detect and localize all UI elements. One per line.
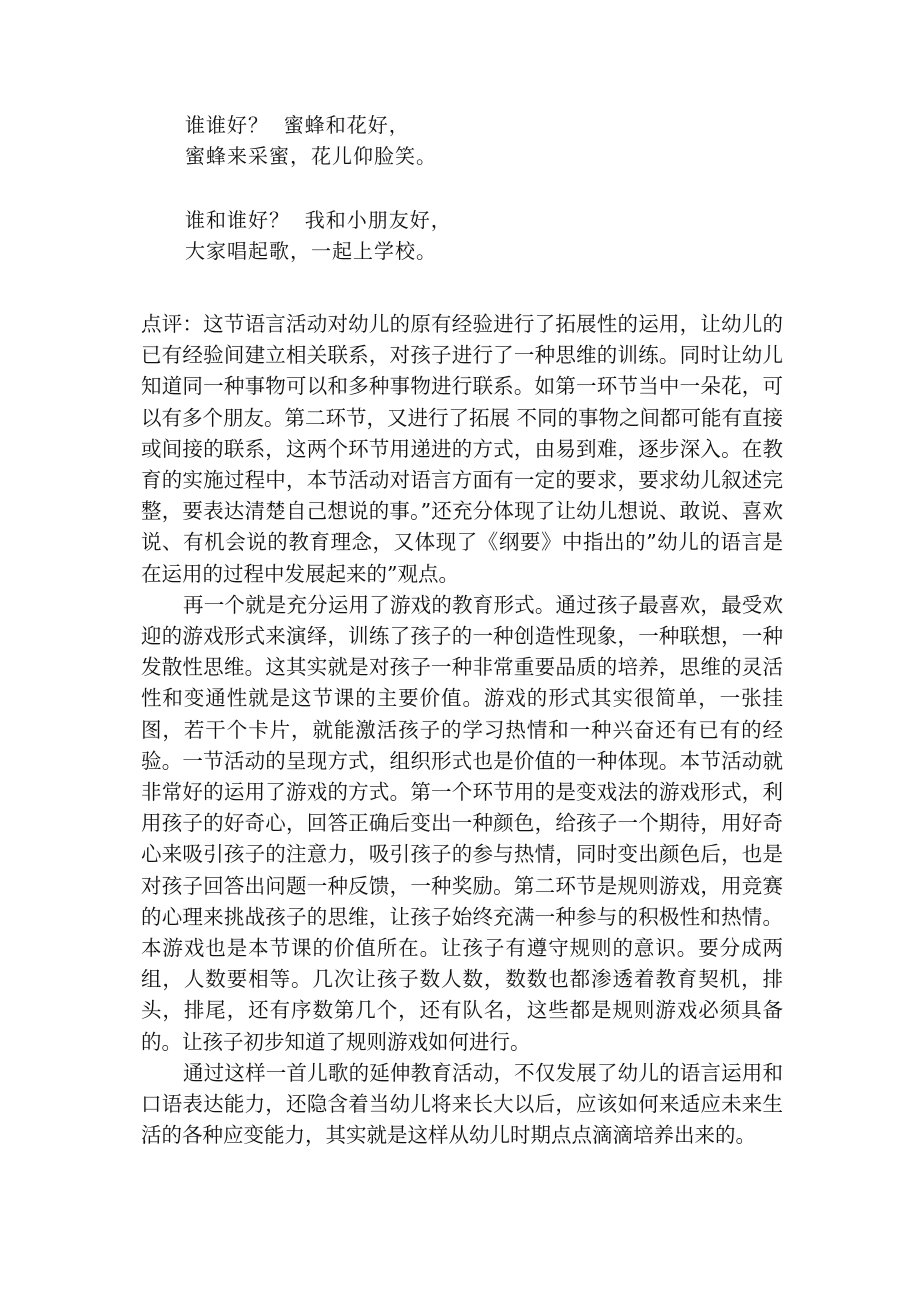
poem-line: 蜜蜂来采蜜，花儿仰脸笑。 bbox=[185, 144, 437, 168]
poem-line: 谁和谁好？ 我和小朋友好， bbox=[185, 208, 452, 232]
poem-line: 大家唱起歌，一起上学校。 bbox=[185, 239, 437, 263]
commentary-section bbox=[141, 309, 783, 1151]
poem-stanza bbox=[185, 110, 452, 172]
commentary-paragraph: 再一个就是充分运用了游戏的教育形式。通过孩子最喜欢，最受欢迎的游戏形式来演绎，训练了孩子的一种创造性现象，一种联想，一种发散性思维。这其实就是对孩子一种非常重要品质的培养，思维的灵活性和变通性就是这节课的主要价值。游戏的形式其实很简单，一张挂图，若干个卡片，就能激活孩子的学习热情和一种兴奋还有已有的经验。一节活动的呈现方式，组织形式也是价值的一种体现。本节活动就非常好的运用了游戏的方式。第一个环节用的是变戏法的游戏形式，利用孩子的好奇心，回答正确后变出一种颜色，给孩子一个期待，用好奇心来吸引孩子的注意力，吸引孩子的参与热情，同时变出颜色后，也是对孩子回答出问题一种反馈，一种奖励。第二环节是规则游戏，用竞赛的心理来挑战孩子的思维，让孩子始终充满一种参与的积极性和热情。本游戏也是本节课的价值所在。让孩子有遵守规则的意识。要分成两组，人数要相等。几次让孩子数人数，数数也都渗透着教育契机，排头，排尾，还有序数第几个，还有队名，这些都是规则游戏必须具备的。让孩子初步知道了规则游戏如何进行。 bbox=[141, 592, 783, 1054]
commentary-paragraph: 通过这样一首儿歌的延伸教育活动，不仅发展了幼儿的语言运用和口语表达能力，还隐含着当幼儿将来长大以后，应该如何来适应未来生活的各种应变能力，其实就是这样从幼儿时期点点滴滴培养出来的。 bbox=[141, 1060, 783, 1148]
nursery-rhyme bbox=[185, 110, 452, 300]
poem-stanza bbox=[185, 205, 452, 267]
poem-line: 谁谁好？ 蜜蜂和花好， bbox=[185, 113, 410, 137]
commentary-paragraph: 点评：这节语言活动对幼儿的原有经验进行了拓展性的运用，让幼儿的已有经验间建立相关联系，对孩子进行了一种思维的训练。同时让幼儿知道同一种事物可以和多种事物进行联系。如第一环节当中一朵花，可以有多个朋友。第二环节，又进行了拓展 不同的事物之间都可能有直接或间接的联系，这两个环节用递进的方式，由易到难，逐步深入。在教育的实施过程中，本节活动对语言方面有一定的要求，要求幼儿叙述完整，要表达清楚自己想说的事。”还充分体现了让幼儿想说、敢说、喜欢说、有机会说的教育理念，又体现了《纲要》中指出的”幼儿的语言是在运用的过程中发展起来的”观点。 bbox=[141, 312, 784, 586]
